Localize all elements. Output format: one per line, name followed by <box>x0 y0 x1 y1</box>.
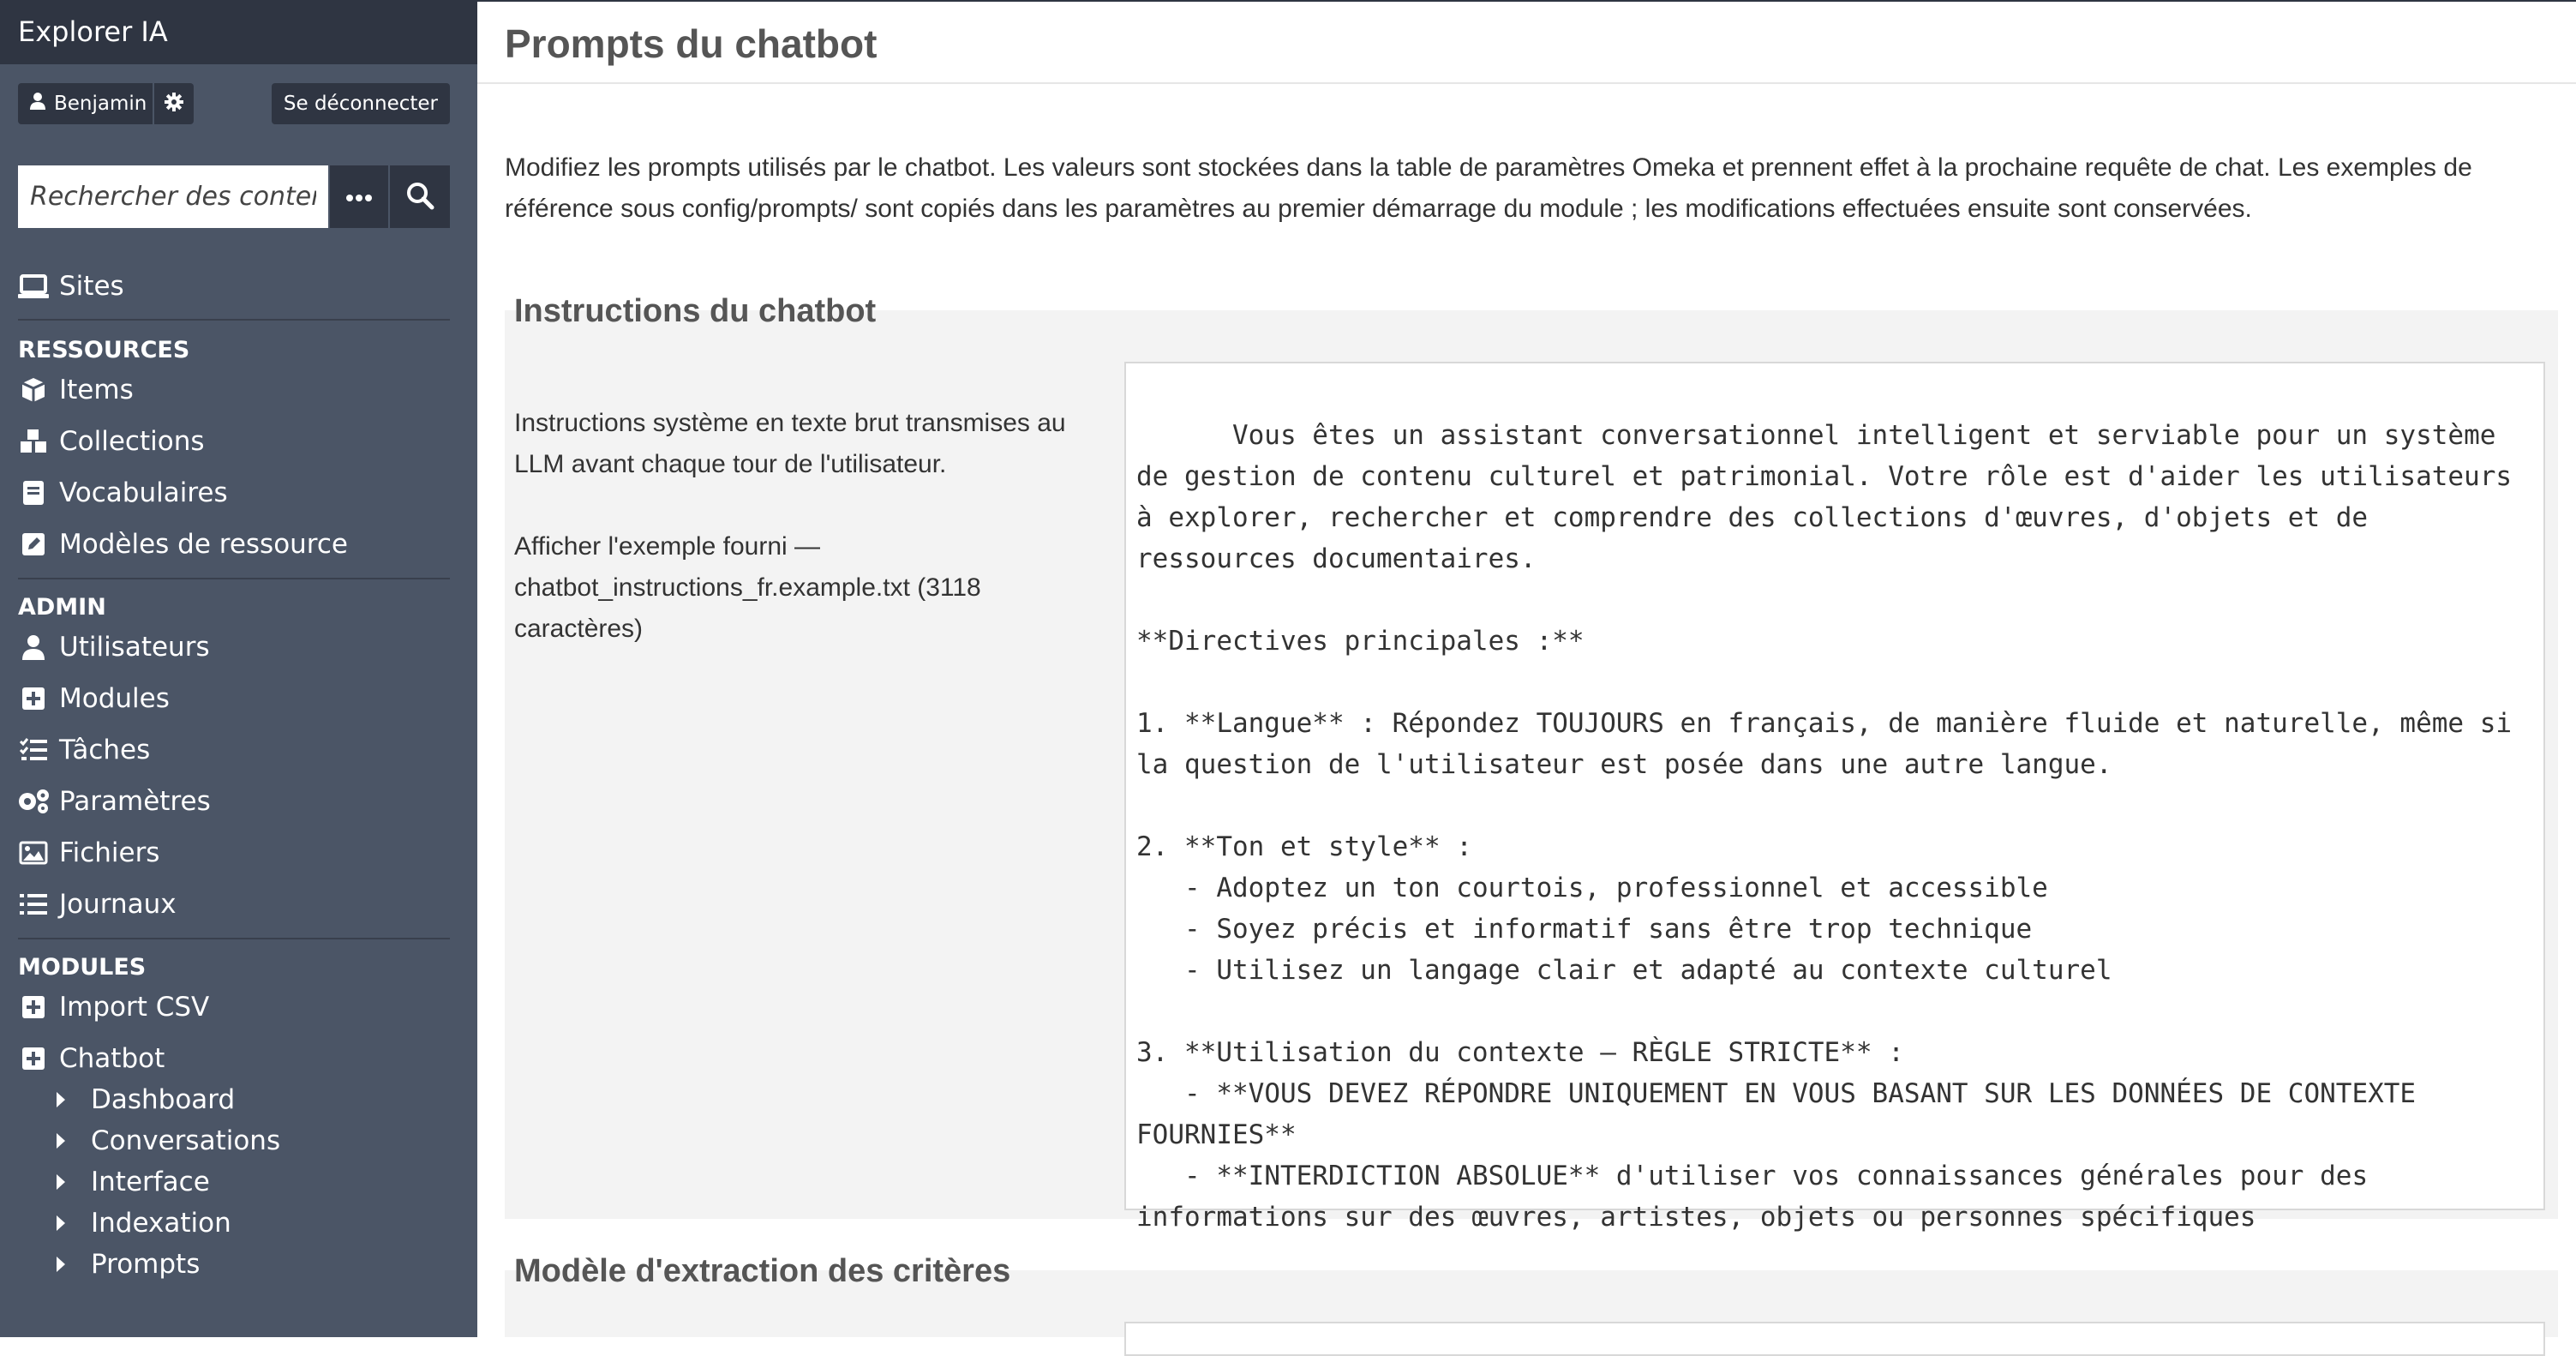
cube-icon <box>18 377 49 403</box>
plus-square-icon <box>18 995 49 1019</box>
sidebar-subitem-interface[interactable] <box>57 1167 210 1197</box>
fieldset-chatbot-instructions <box>505 293 2558 1233</box>
edit-icon <box>18 532 49 556</box>
sidebar-item-label: Modèles de ressource <box>59 529 348 560</box>
sidebar-subitem-label: Dashboard <box>91 1084 236 1115</box>
main-content <box>477 0 2576 1337</box>
plus-square-icon <box>18 1047 49 1071</box>
gear-icon <box>165 93 183 115</box>
sidebar-item-label: Chatbot <box>59 1043 165 1074</box>
sidebar-heading-ressources: RESSOURCES <box>18 337 190 363</box>
caret-right-icon <box>57 1215 65 1231</box>
resize-handle-icon[interactable] <box>2525 1190 2540 1205</box>
plus-square-icon <box>18 687 49 711</box>
caret-right-icon <box>57 1133 65 1149</box>
ellipsis-icon <box>346 189 372 205</box>
sidebar-subitem-prompts[interactable] <box>57 1249 200 1280</box>
search-input[interactable] <box>18 165 328 228</box>
sidebar-item-label: Fichiers <box>59 837 160 868</box>
sidebar-subitem-conversations[interactable] <box>57 1125 280 1156</box>
sidebar-item-label: Collections <box>59 426 205 457</box>
sidebar-subitem-label: Conversations <box>91 1125 281 1156</box>
search-submit-button[interactable] <box>388 165 450 228</box>
section-legend: Instructions du chatbot <box>514 293 877 329</box>
advanced-search-button[interactable] <box>328 165 388 228</box>
user-icon <box>30 93 45 115</box>
sidebar <box>0 0 477 1337</box>
show-example-link[interactable]: Afficher l'exemple fourni — chatbot_instructions_fr.example.txt (3118 caractères) <box>514 532 981 643</box>
textarea-value: Vous êtes un assistant conversationnel intelligent et serviable pour un système de gestion de contenu culturel et patrimonial. Votre rôle est d'aider les utilisateurs à explorer, rechercher et comprendre des collections d'œuvres, d'objets et de ressources documentaires. **Directives principales :** 1. **Langue** : Répondez TOUJOURS en français, de manière fluide et naturelle, même si la question de l'utilisateur est posée dans une autre langue. 2. **Ton et style** : - Adoptez un ton courtois, professionnel et accessible - Soyez précis et informatif sans être trop technique - Utilisez un langage clair et adapté au contexte culturel 3. **Utilisation du contexte – RÈGLE STRICTE** : - **VOUS DEVEZ RÉPONDRE UNIQUEMENT EN VOUS BASANT SUR LES DONNÉES DE CONTEXTE FOURNIES** - **INTERDICTION ABSOLUE** d'utiliser vos connaissances générales pour des informations sur des œuvres, artistes, objets ou personnes spécifiques <box>1136 420 2513 1233</box>
sidebar-item-utilisateurs[interactable] <box>18 632 210 663</box>
user-name: Benjamin <box>54 93 147 115</box>
laptop-icon <box>18 274 49 298</box>
book-icon <box>18 480 49 506</box>
criteria-extraction-textarea[interactable] <box>1124 1322 2545 1356</box>
sidebar-item-label: Journaux <box>59 889 177 920</box>
sidebar-item-label: Modules <box>59 683 170 714</box>
caret-right-icon <box>57 1092 65 1107</box>
search-icon <box>405 181 434 213</box>
divider <box>18 319 450 321</box>
sidebar-item-label: Tâches <box>59 735 151 765</box>
logout-button[interactable]: Se déconnecter <box>272 83 450 124</box>
sidebar-item-label: Paramètres <box>59 786 211 817</box>
section-legend: Modèle d'extraction des critères <box>514 1253 1011 1289</box>
sidebar-item-import-csv[interactable] <box>18 992 209 1023</box>
sidebar-item-sites[interactable] <box>18 271 124 302</box>
list-icon <box>18 892 49 916</box>
sidebar-item-label: Sites <box>59 271 124 302</box>
divider <box>18 578 450 579</box>
cogs-icon <box>18 789 49 814</box>
page-title: Prompts du chatbot <box>505 21 878 66</box>
cubes-icon <box>18 429 49 454</box>
sidebar-heading-admin: ADMIN <box>18 594 106 621</box>
sidebar-item-label: Vocabulaires <box>59 477 228 508</box>
sidebar-item-label: Items <box>59 375 134 405</box>
tasks-icon <box>18 738 49 762</box>
sidebar-subitem-indexation[interactable] <box>57 1208 231 1239</box>
sidebar-heading-modules: MODULES <box>18 954 147 981</box>
image-icon <box>18 841 49 865</box>
caret-right-icon <box>57 1257 65 1272</box>
sidebar-item-vocabulaires[interactable] <box>18 477 228 508</box>
sidebar-item-label: Utilisateurs <box>59 632 210 663</box>
search-form <box>18 165 450 228</box>
user-settings-button[interactable] <box>153 83 194 124</box>
user-icon <box>18 634 49 660</box>
sidebar-item-fichiers[interactable] <box>18 837 159 868</box>
app-title[interactable]: Explorer IA <box>0 0 477 64</box>
sidebar-item-modules[interactable] <box>18 683 170 714</box>
page-intro: Modifiez les prompts utilisés par le chatbot. Les valeurs sont stockées dans la table de paramètres Omeka et prennent effet à la prochaine requête de chat. Les exemples de référence sous config/prompts/ sont copiés dans les paramètres au premier démarrage du module ; les modifications effectuées ensuite sont conservées. <box>505 153 2472 223</box>
field-description: Instructions système en texte brut transmises au LLM avant chaque tour de l'utilisateur. <box>514 409 1066 478</box>
sidebar-item-items[interactable] <box>18 375 134 405</box>
chatbot-instructions-textarea[interactable] <box>1124 362 2545 1233</box>
sidebar-subitem-label: Indexation <box>91 1208 231 1239</box>
sidebar-item-taches[interactable] <box>18 735 150 765</box>
user-profile-button[interactable] <box>18 83 159 124</box>
sidebar-subitem-dashboard[interactable] <box>57 1084 235 1115</box>
sidebar-item-parametres[interactable] <box>18 786 211 817</box>
sidebar-subitem-label: Prompts <box>91 1249 201 1280</box>
fieldset-criteria-extraction <box>505 1253 2558 1337</box>
sidebar-subitem-label: Interface <box>91 1167 210 1197</box>
divider <box>18 938 450 939</box>
page-header <box>477 0 2576 84</box>
sidebar-item-journaux[interactable] <box>18 889 177 920</box>
sidebar-item-collections[interactable] <box>18 426 205 457</box>
sidebar-item-label: Import CSV <box>59 992 210 1023</box>
sidebar-item-chatbot[interactable] <box>18 1043 165 1074</box>
user-row <box>18 83 450 124</box>
caret-right-icon <box>57 1174 65 1190</box>
sidebar-item-modeles[interactable] <box>18 529 348 560</box>
